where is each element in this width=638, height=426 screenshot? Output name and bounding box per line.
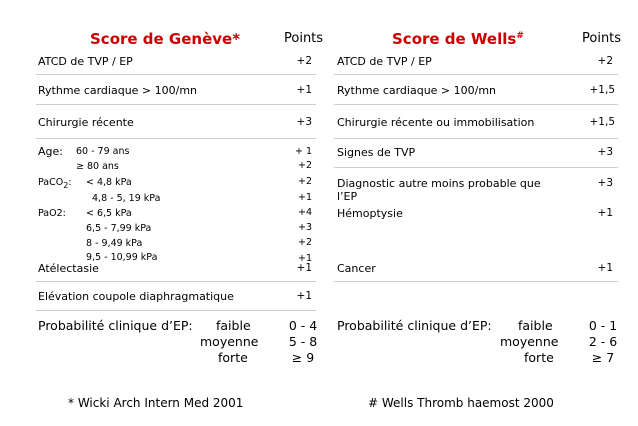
wells-points-header: Points (582, 31, 622, 46)
wells-row-atcd: ATCD de TVP / EP (337, 55, 432, 68)
geneve-paco2-item-2: 4,8 - 5, 19 kPa (92, 193, 161, 204)
divider (36, 74, 316, 75)
wells-diagnostic: Diagnostic autre moins probable que l’EP (337, 177, 541, 203)
geneve-elevation: Elévation coupole diaphragmatique (38, 290, 234, 303)
geneve-row-rythme-points: +1 (296, 84, 312, 96)
wells-probability-label: Probabilité clinique d’EP: (337, 318, 492, 333)
wells-hemoptysie: Hémoptysie (337, 207, 403, 220)
wells-probability-faible-range: 0 - 1 (588, 318, 618, 333)
geneve-age-item-1: 60 - 79 ans (76, 146, 130, 157)
divider (36, 138, 316, 139)
wells-probability-forte-range: ≥ 7 (591, 350, 615, 365)
geneve-probability-faible-range: 0 - 4 (288, 318, 318, 333)
wells-probability-forte: forte (524, 350, 554, 365)
divider (36, 281, 316, 282)
wells-cancer: Cancer (337, 262, 376, 275)
geneve-row-chirurgie: Chirurgie récente (38, 116, 134, 129)
geneve-title: Score de Genève* (90, 30, 241, 48)
geneve-paco2-item-1: < 4,8 kPa (86, 177, 132, 188)
geneve-pao2-item-1-points: +4 (297, 207, 312, 218)
geneve-row-chirurgie-points: +3 (296, 116, 312, 128)
geneve-reference: * Wicki Arch Intern Med 2001 (68, 396, 244, 410)
divider (334, 281, 618, 282)
geneve-pao2-item-3-points: +2 (297, 237, 312, 248)
wells-probability-moyenne: moyenne (500, 334, 559, 349)
geneve-paco2-label: PaCO$_2$: (38, 177, 72, 190)
geneve-row-atcd: ATCD de TVP / EP (38, 55, 133, 68)
geneve-paco2-item-2-points: +1 (297, 192, 312, 203)
geneve-pao2-item-3: 8 - 9,49 kPa (86, 238, 143, 249)
geneve-probability-moyenne-range: 5 - 8 (288, 334, 318, 349)
wells-row-chirurgie-points: +1,5 (589, 116, 615, 128)
geneve-elevation-points: +1 (296, 290, 312, 302)
geneve-probability-faible: faible (216, 318, 251, 333)
geneve-age-label: Age: (38, 145, 63, 158)
divider (334, 104, 618, 105)
wells-row-signes: Signes de TVP (337, 146, 416, 159)
geneve-pao2-label: PaO2: (38, 208, 66, 219)
wells-reference: # Wells Thromb haemost 2000 (368, 396, 554, 410)
divider (36, 104, 316, 105)
geneve-probability-forte: forte (218, 350, 248, 365)
geneve-age-item-2-points: +2 (297, 160, 312, 171)
divider (334, 167, 618, 168)
wells-cancer-points: +1 (597, 262, 613, 274)
geneve-probability-label: Probabilité clinique d’EP: (38, 318, 193, 333)
wells-probability-moyenne-range: 2 - 6 (588, 334, 618, 349)
wells-title: Score de Wells# (392, 30, 524, 48)
divider (36, 310, 316, 311)
geneve-atelectasie: Atélectasie (38, 262, 99, 275)
geneve-probability-moyenne: moyenne (200, 334, 259, 349)
geneve-age-item-1-points: + 1 (294, 146, 312, 157)
geneve-row-atcd-points: +2 (296, 55, 312, 67)
geneve-atelectasie-points: +1 (296, 262, 312, 274)
wells-row-chirurgie: Chirurgie récente ou immobilisation (337, 116, 535, 129)
wells-hemoptysie-points: +1 (597, 207, 613, 219)
geneve-pao2-item-4: 9,5 - 10,99 kPa (86, 252, 158, 263)
wells-row-atcd-points: +2 (597, 55, 613, 67)
geneve-paco2-item-1-points: +2 (297, 176, 312, 187)
wells-probability-faible: faible (518, 318, 553, 333)
geneve-pao2-item-2-points: +3 (297, 222, 312, 233)
divider (334, 138, 618, 139)
wells-row-rythme-points: +1,5 (589, 84, 615, 96)
divider (334, 74, 618, 75)
wells-diagnostic-points: +3 (597, 177, 613, 189)
geneve-pao2-item-4-points: +1 (297, 253, 312, 264)
wells-row-rythme: Rythme cardiaque > 100/mn (337, 84, 497, 97)
geneve-pao2-item-1: < 6,5 kPa (86, 208, 132, 219)
geneve-age-item-2: ≥ 80 ans (76, 161, 119, 172)
geneve-pao2-item-2: 6,5 - 7,99 kPa (86, 223, 152, 234)
geneve-row-rythme: Rythme cardiaque > 100/mn (38, 84, 198, 97)
wells-row-signes-points: +3 (597, 146, 613, 158)
geneve-probability-forte-range: ≥ 9 (291, 350, 315, 365)
geneve-points-header: Points (284, 31, 324, 46)
